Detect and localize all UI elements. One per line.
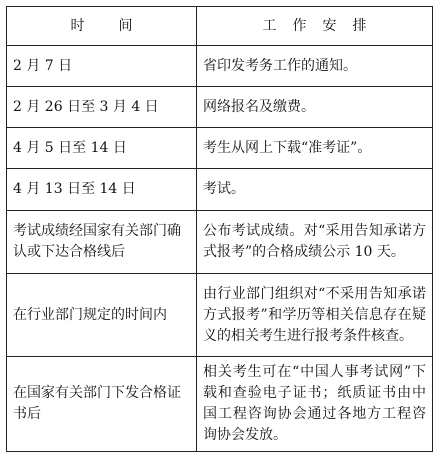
task-cell: 网络报名及缴费。	[197, 87, 433, 128]
time-cell: 在行业部门规定的时间内	[7, 273, 197, 356]
time-cell: 4 月 5 日至 14 日	[7, 128, 197, 169]
time-cell: 在国家有关部门下发合格证书后	[7, 357, 197, 452]
header-time: 时间	[7, 7, 197, 46]
table-row	[7, 128, 433, 169]
task-cell: 由行业部门组织对“不采用告知承诺方式报考”和学历等相关信息存在疑义的相关考生进行报考条件核查。	[197, 273, 433, 356]
task-cell: 考生从网上下载“准考证”。	[197, 128, 433, 169]
table-row	[7, 210, 433, 273]
time-cell: 2 月 7 日	[7, 46, 197, 87]
table-row	[7, 87, 433, 128]
time-cell: 考试成绩经国家有关部门确认或下达合格线后	[7, 210, 197, 273]
header-task: 工作安排	[197, 7, 433, 46]
task-cell: 公布考试成绩。对“采用告知承诺方式报考”的合格成绩公示 10 天。	[197, 210, 433, 273]
task-cell: 考试。	[197, 169, 433, 210]
time-cell: 4 月 13 日至 14 日	[7, 169, 197, 210]
header-row	[7, 7, 433, 46]
task-cell: 相关考生可在“中国人事考试网”下载和查验电子证书；纸质证书由中国工程咨询协会通过各地方工程咨询协会发放。	[197, 357, 433, 452]
table-row	[7, 169, 433, 210]
table-row	[7, 357, 433, 452]
schedule-table	[6, 6, 433, 452]
time-cell: 2 月 26 日至 3 月 4 日	[7, 87, 197, 128]
task-cell: 省印发考务工作的通知。	[197, 46, 433, 87]
table-row	[7, 46, 433, 87]
table-row	[7, 273, 433, 356]
